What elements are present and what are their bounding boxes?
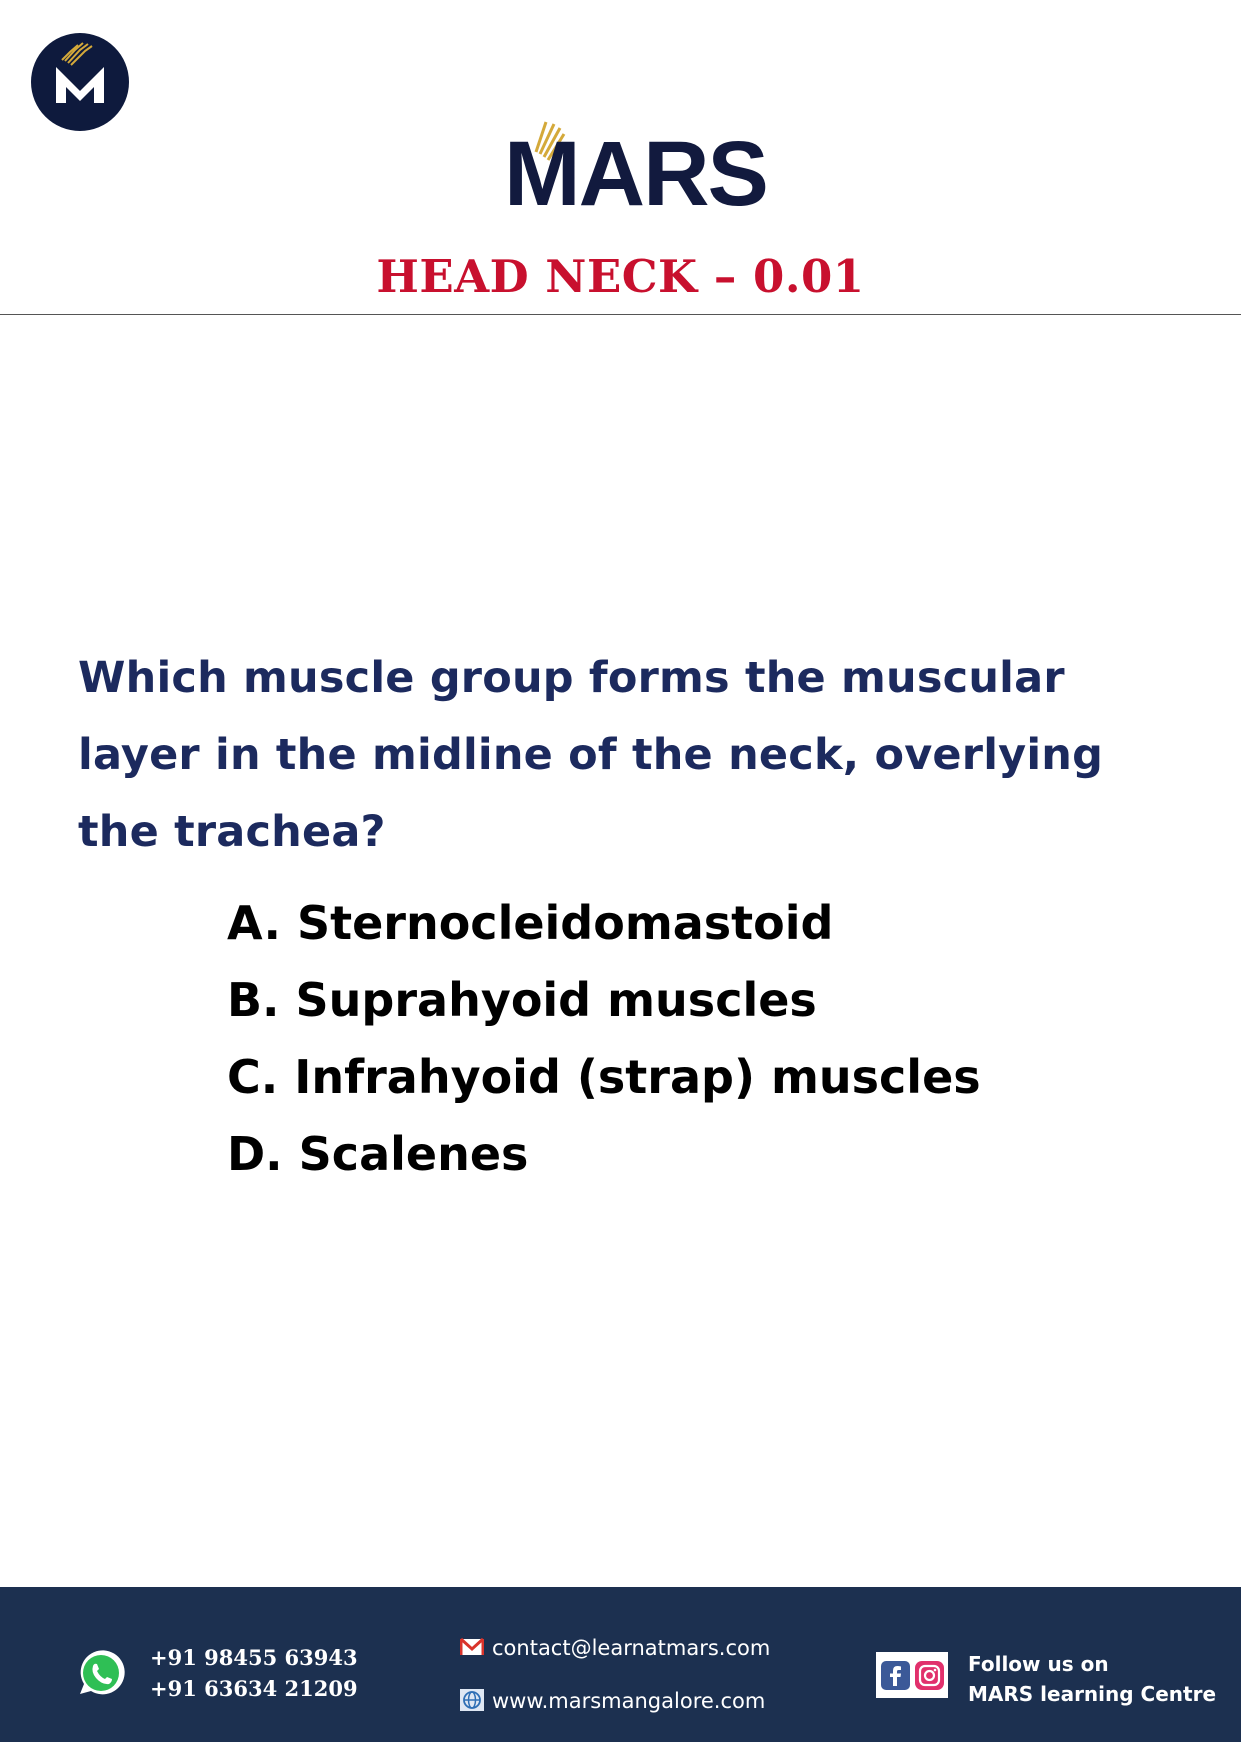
instagram-icon[interactable] <box>915 1661 944 1690</box>
brand-name: MARS <box>504 123 767 225</box>
option-d: D. Scalenes <box>227 1127 529 1181</box>
phone-number[interactable]: +91 63634 21209 <box>150 1676 358 1701</box>
facebook-icon[interactable] <box>881 1661 910 1690</box>
website-row <box>460 1687 765 1715</box>
follow-line: Follow us on <box>968 1652 1109 1676</box>
phone-numbers <box>150 1642 358 1704</box>
mars-brand-logo <box>500 118 767 225</box>
email-link[interactable]: contact@learnatmars.com <box>492 1636 771 1660</box>
whatsapp-icon <box>72 1647 126 1701</box>
footer <box>0 1587 1241 1742</box>
website-link[interactable]: www.marsmangalore.com <box>492 1689 766 1713</box>
social-icons <box>876 1652 948 1698</box>
answer-options <box>227 885 981 1193</box>
question-text: Which muscle group forms the muscular layer in the midline of the neck, overlying the trachea? <box>78 653 1104 857</box>
header-divider <box>0 314 1241 315</box>
option-b: B. Suprahyoid muscles <box>227 973 817 1027</box>
phone-number[interactable]: +91 98455 63943 <box>150 1645 358 1670</box>
email-icon <box>460 1636 484 1658</box>
social-handle[interactable]: MARS learning Centre <box>968 1682 1217 1706</box>
page-title: HEAD NECK – 0.01 <box>376 250 865 303</box>
option-a: A. Sternocleidomastoid <box>227 896 834 950</box>
option-c: C. Infrahyoid (strap) muscles <box>227 1050 981 1104</box>
follow-us-text <box>968 1649 1216 1709</box>
globe-icon <box>460 1689 484 1711</box>
email-row <box>460 1634 770 1662</box>
mars-corner-logo <box>31 33 129 131</box>
